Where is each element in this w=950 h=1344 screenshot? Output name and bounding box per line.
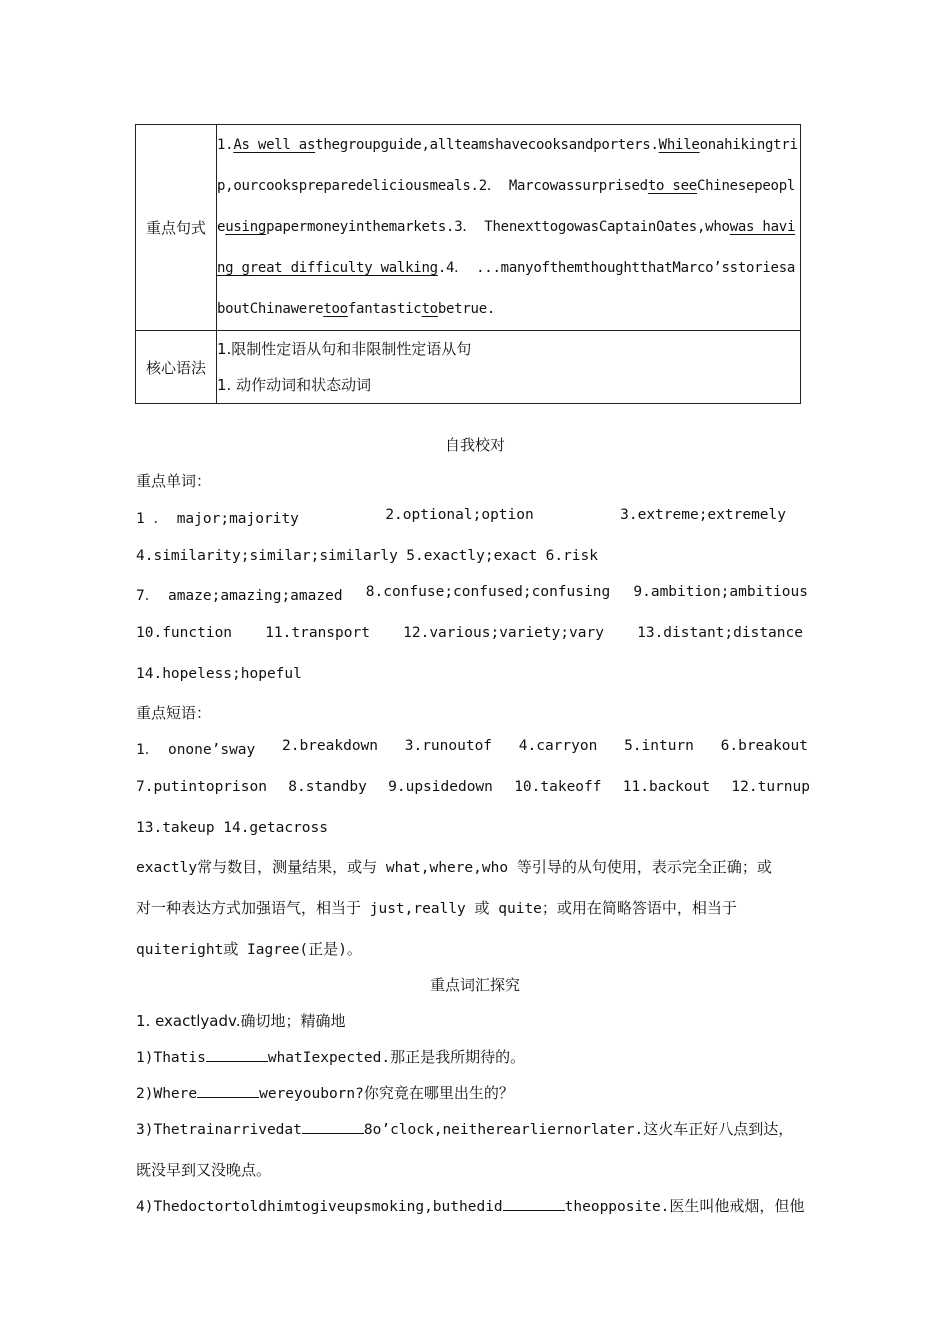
- word-item: 2.optional;option: [385, 507, 534, 523]
- phrase-item: 13.takeup: [136, 820, 215, 836]
- exercise-line: [136, 1082, 816, 1103]
- explanation-text: just,really: [361, 901, 475, 917]
- exercise-text: 4)Thedoctortoldhimtogiveupsmoking,buthedid: [136, 1199, 503, 1215]
- word-item: 7． amaze;amazing;amazed: [136, 588, 343, 604]
- answer-blank[interactable]: [206, 1048, 268, 1062]
- sentence-part: Chinesepeople: [217, 178, 796, 235]
- phrase-item: 9.upsidedown: [388, 779, 493, 795]
- exercise-translation: 那正是我所期待的。: [390, 1048, 526, 1066]
- sentence-part-underlined: As well as: [233, 137, 316, 153]
- answer-blank[interactable]: [503, 1197, 565, 1211]
- key-phrases-row: [136, 779, 810, 795]
- explanation-text: exactly: [136, 860, 198, 876]
- sentence-part: 1.: [217, 137, 234, 153]
- word-item: 11.transport: [265, 625, 370, 641]
- key-words-row: [136, 507, 786, 528]
- word-item: 5.exactly;exact: [406, 548, 538, 564]
- exercise-text: 2)Where: [136, 1086, 198, 1102]
- explanation-text: 对一种表达方式加强语气，相当于: [136, 899, 362, 917]
- sentence-part-underlined: to see: [647, 178, 697, 194]
- phrase-item: 1． onone’sway: [136, 742, 256, 758]
- grammar-item: 1. 动作动词和状态动词: [217, 376, 372, 394]
- phrase-item: 8.standby: [288, 779, 367, 795]
- key-phrases-row: [136, 738, 808, 759]
- explanation-text: quite: [489, 901, 542, 917]
- sentence-row: [136, 125, 801, 331]
- explanation-text: quiteright: [136, 942, 224, 958]
- exercise-line: [136, 1046, 816, 1067]
- explanation-text: what,where,who: [377, 860, 517, 876]
- phrase-item: 3.runoutof: [404, 738, 493, 754]
- exercise-text: 3)Thetrainarrivedat: [136, 1122, 302, 1138]
- key-words-heading: 重点单词：: [136, 472, 212, 490]
- sentence-part-underlined: using: [225, 219, 267, 235]
- sentence-part: onahikingtrip,ourcookspreparedeliciousmeals.2． Marcowassurprised: [217, 137, 798, 194]
- key-words-row: [136, 625, 803, 641]
- key-phrases-row: [136, 820, 328, 836]
- word-item: 12.various;variety;vary: [403, 625, 604, 641]
- grammar-label: 核心语法: [136, 331, 217, 404]
- explanation-text: Iagree(: [238, 942, 309, 958]
- exercise-text: theopposite.: [564, 1199, 670, 1215]
- phrase-item: 14.getacross: [223, 820, 328, 836]
- sentence-label: 重点句式: [136, 125, 217, 331]
- answer-blank[interactable]: [197, 1084, 259, 1098]
- word-item: 10.function: [136, 625, 233, 641]
- exercise-text: 8o’clock,neitherearliernorlater.: [363, 1122, 644, 1138]
- sentence-part: betrue.: [437, 301, 496, 317]
- phrase-item: 2.breakdown: [281, 738, 379, 754]
- self-check-title: 自我校对: [444, 436, 505, 454]
- exercise-text: whatIexpected.: [267, 1050, 391, 1066]
- answer-blank[interactable]: [302, 1120, 364, 1134]
- explanation-text: 常与数目，测量结果，或与: [197, 858, 378, 876]
- vocab-title: 重点词汇探究: [429, 976, 520, 994]
- exercise-line: [136, 1195, 816, 1216]
- explanation-text: 。: [346, 940, 362, 958]
- exercise-translation: 既没早到又没晚点。: [136, 1161, 272, 1179]
- summary-table: [135, 124, 801, 404]
- explanation-text: ): [338, 942, 347, 958]
- exercise-text: 1)Thatis: [136, 1050, 206, 1066]
- vocab-entry: [136, 1010, 816, 1031]
- phrase-item: 5.inturn: [624, 738, 694, 754]
- exercise-text: wereyouborn?: [259, 1086, 364, 1102]
- exercise-translation: 你究竟在哪里出生的？: [363, 1084, 514, 1102]
- grammar-item: 1.限制性定语从句和非限制性定语从句: [217, 340, 472, 358]
- word-item: 3.extreme;extremely: [620, 507, 786, 523]
- sentence-part: fantastic: [347, 301, 422, 317]
- vocab-entry-text: 1. exactlyadv.确切地；精确地: [136, 1012, 346, 1030]
- word-item: 13.distant;distance: [637, 625, 803, 641]
- sentence-part: thegroupguide,allteamshavecooksandporters.: [315, 137, 659, 153]
- phrase-item: 4.carryon: [518, 738, 598, 754]
- sentence-part: papermoneyinthemarkets.3． ThenexttogowasCaptainOates,who: [266, 219, 730, 235]
- explanation-line: [136, 938, 816, 959]
- explanation-text: 正是: [308, 940, 339, 958]
- word-item: 8.confuse;confused;confusing: [365, 584, 611, 600]
- sentence-part-underlined: too: [323, 301, 348, 317]
- explanation-text: 等引导的从句使用，表示完全正确；或: [516, 858, 772, 876]
- sentence-content: [217, 125, 801, 331]
- explanation-text: 或: [223, 940, 239, 958]
- sentence-part-underlined: to: [421, 301, 438, 317]
- sentence-part-underlined: was having great difficulty walking: [217, 219, 796, 276]
- exercise-translation: 这火车正好八点到达，: [643, 1120, 794, 1138]
- word-item: 6.risk: [545, 548, 598, 564]
- explanation-line: [136, 897, 816, 918]
- grammar-row: [136, 331, 801, 404]
- grammar-content: [217, 331, 801, 404]
- sentence-part-underlined: While: [658, 137, 700, 153]
- phrase-item: 11.backout: [622, 779, 711, 795]
- key-words-row: [136, 584, 808, 605]
- phrase-item: 7.putintoprison: [136, 779, 267, 795]
- phrase-item: 10.takeoff: [514, 779, 602, 795]
- word-item: 1 ． major;majority: [136, 511, 299, 527]
- key-phrases-heading: 重点短语：: [136, 704, 212, 722]
- exercise-line: [136, 1118, 816, 1139]
- key-words-row: [136, 548, 598, 564]
- explanation-line: [136, 856, 816, 877]
- word-item: 9.ambition;ambitious: [633, 584, 808, 600]
- explanation-text: 或: [474, 899, 490, 917]
- exercise-line: [136, 1159, 816, 1180]
- phrase-item: 6.breakout: [720, 738, 808, 754]
- explanation-text: ；或用在简略答语中，相当于: [541, 899, 737, 917]
- word-item: 14.hopeless;hopeful: [136, 666, 302, 682]
- phrase-item: 12.turnup: [731, 779, 810, 795]
- sentence-part: .4． ...manyofthemthoughtthatMarco’sstoriesaboutChinawere: [217, 260, 796, 317]
- exercise-translation: 医生叫他戒烟，但他: [669, 1197, 805, 1215]
- word-item: 4.similarity;similar;similarly: [136, 548, 398, 564]
